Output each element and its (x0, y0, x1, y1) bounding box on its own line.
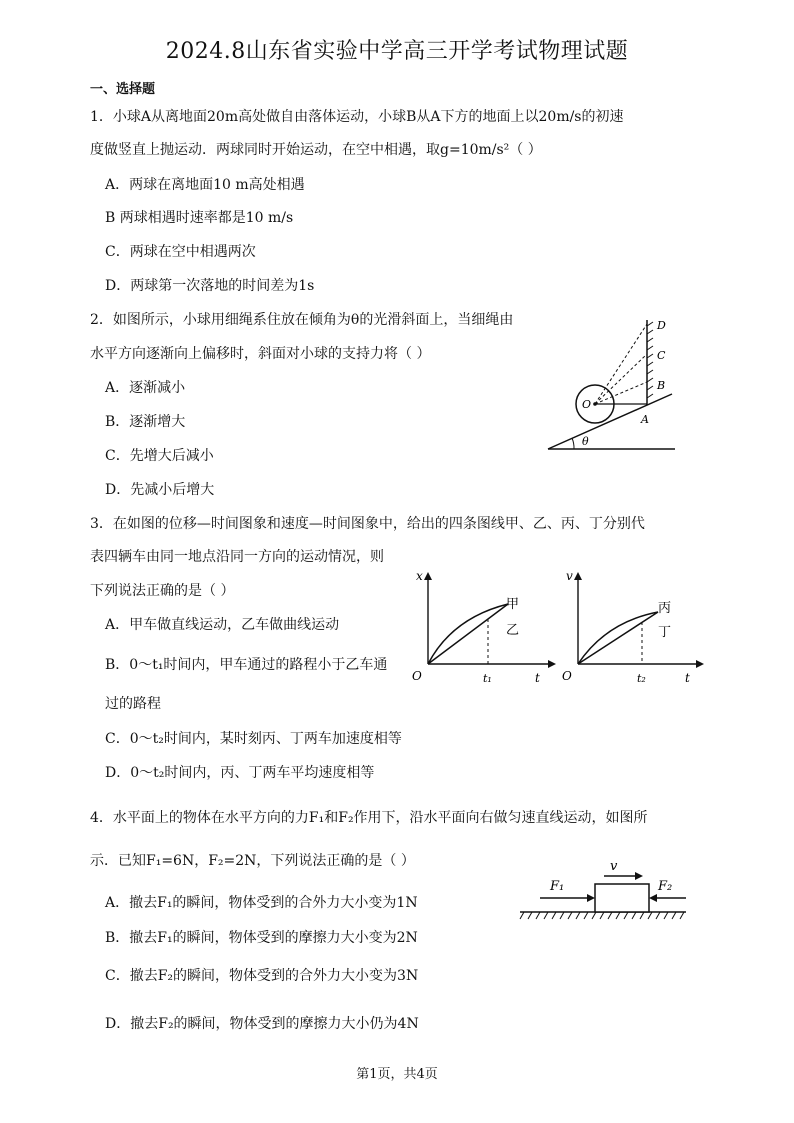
q1-stem-line2: 度做竖直上抛运动．两球同时开始运动，在空中相遇，取g=10m/s²（ ） (90, 142, 542, 158)
incline-ball-figure (540, 312, 680, 457)
point-o-label: O (582, 398, 592, 411)
q1-option-a: A．两球在离地面10 m高处相遇 (105, 177, 305, 193)
q1-option-b: B 两球相遇时速率都是10 m/s (105, 210, 294, 226)
q3-option-b-cont: 过的路程 (105, 696, 161, 712)
graph2-ding-label: 丁 (658, 625, 672, 640)
block-forces-figure (518, 850, 690, 924)
q1-stem-line1: 1．小球A从离地面20m高处做自由落体运动，小球B从A下方的地面上以20m/s的初速 (90, 109, 624, 125)
q4-option-a: A．撤去F₁的瞬间，物体受到的合外力大小变为1N (105, 895, 418, 911)
f1-label: F₁ (550, 879, 565, 894)
graph2-x-label: t (685, 671, 690, 685)
q3-option-a: A．甲车做直线运动，乙车做曲线运动 (105, 617, 340, 633)
q4-option-b: B．撤去F₁的瞬间，物体受到的摩擦力大小变为2N (105, 930, 418, 946)
point-b-label: B (657, 379, 666, 392)
q3-option-b: B．0～t₁时间内，甲车通过的路程小于乙车通 (105, 657, 388, 673)
graph1-y-label: x (416, 569, 423, 583)
section-heading: 一、选择题 (90, 82, 156, 97)
graph1-x-label: t (535, 671, 540, 685)
point-d-label: D (657, 319, 666, 332)
velocity-label: v (610, 859, 618, 874)
q3-stem-line3: 下列说法正确的是（ ） (90, 583, 235, 599)
q4-option-c: C．撤去F₂的瞬间，物体受到的合外力大小变为3N (105, 968, 419, 984)
q4-option-d: D．撤去F₂的瞬间，物体受到的摩擦力大小仍为4N (105, 1016, 419, 1032)
q2-option-c: C．先增大后减小 (105, 448, 214, 464)
graph2-t2-label: t₂ (637, 672, 646, 685)
graph2-origin-label: O (562, 669, 572, 683)
q1-option-c: C．两球在空中相遇两次 (105, 244, 256, 260)
displacement-time-graph (408, 566, 558, 688)
graph1-jia-label: 甲 (506, 597, 520, 612)
q1-option-d: D．两球第一次落地的时间差为1s (105, 278, 315, 294)
q2-stem-line1: 2．如图所示，小球用细绳系住放在倾角为θ的光滑斜面上，当细绳由 (90, 312, 514, 328)
q3-option-d: D．0～t₂时间内，丙、丁两车平均速度相等 (105, 765, 375, 781)
velocity-time-graph (558, 566, 708, 688)
q3-stem-line2: 表四辆车由同一地点沿同一方向的运动情况，则 (90, 549, 384, 565)
q2-option-b: B．逐渐增大 (105, 414, 186, 430)
graph2-y-label: v (566, 569, 573, 583)
q3-option-c: C．0～t₂时间内，某时刻丙、丁两车加速度相等 (105, 731, 402, 747)
graph1-origin-label: O (412, 669, 422, 683)
q4-stem-line1: 4．水平面上的物体在水平方向的力F₁和F₂作用下，沿水平面向右做匀速直线运动，如图所 (90, 810, 648, 826)
graph2-bing-label: 丙 (658, 601, 672, 616)
graph1-yi-label: 乙 (506, 623, 520, 638)
page-number: 第1页，共4页 (356, 1067, 438, 1082)
point-a-label: A (641, 413, 649, 426)
q2-option-a: A．逐渐减小 (105, 380, 186, 396)
point-c-label: C (657, 349, 666, 362)
f2-label: F₂ (658, 879, 673, 894)
q4-stem-line2: 示．已知F₁=6N，F₂=2N，下列说法正确的是（ ） (90, 853, 415, 869)
q2-stem-line2: 水平方向逐渐向上偏移时，斜面对小球的支持力将（ ） (90, 346, 431, 362)
graph1-t1-label: t₁ (483, 672, 492, 685)
q3-stem-line1: 3．在如图的位移—时间图象和速度—时间图象中，给出的四条图线甲、乙、丙、丁分别代 (90, 516, 645, 532)
theta-label: θ (582, 435, 589, 448)
exam-title: 2024.8山东省实验中学高三开学考试物理试题 (165, 39, 629, 64)
q2-option-d: D．先减小后增大 (105, 482, 215, 498)
